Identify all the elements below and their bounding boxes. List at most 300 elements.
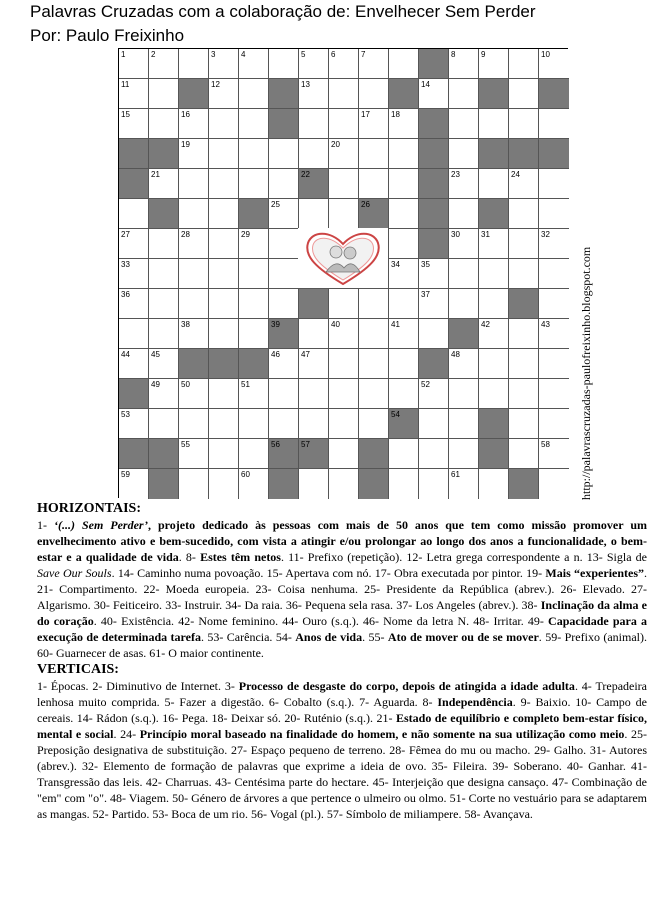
grid-cell[interactable] (329, 409, 359, 439)
grid-cell[interactable] (269, 409, 299, 439)
grid-cell[interactable] (479, 229, 509, 259)
grid-cell[interactable] (269, 49, 299, 79)
clue-text: . 21- Compartimento. 22- Moeda europeia. 23- Coisa nenhuma. 25- Presidente da República (abrev.). 26- Elevado. 27- Algarismo. 30- Feiticeiro. 33- Instruir. 34- Da raia. 36- Pequena sela rasa. 37- Los Angeles (abrev.). 38- (37, 566, 648, 612)
cell-number: 38 (181, 320, 190, 329)
grid-cell[interactable] (239, 439, 269, 469)
clue-text: Princípio moral baseado na finalidade do homem, e não somente na sua utilização como meio (139, 727, 625, 741)
grid-cell[interactable] (329, 349, 359, 379)
cell-number: 2 (151, 50, 156, 59)
grid-cell-black (359, 469, 389, 499)
grid-cell[interactable] (149, 319, 179, 349)
grid-cell[interactable] (389, 289, 419, 319)
grid-cell[interactable] (449, 109, 479, 139)
grid-cell[interactable] (479, 109, 509, 139)
horizontal-clues (37, 517, 647, 661)
cell-number: 6 (331, 50, 336, 59)
grid-cell[interactable] (479, 379, 509, 409)
grid-cell[interactable] (269, 259, 299, 289)
grid-cell-black (419, 139, 449, 169)
grid-cell[interactable] (419, 319, 449, 349)
grid-cell[interactable] (449, 379, 479, 409)
clue-text: Mais “experientes” (545, 566, 645, 580)
cell-number: 21 (151, 170, 160, 179)
cell-number: 36 (121, 290, 130, 299)
grid-cell-black (299, 169, 329, 199)
clue-text: 1- Épocas. 2- Diminutivo de Internet. 3- (37, 679, 239, 693)
clue-text: Save Our Souls (37, 566, 112, 580)
grid-cell[interactable] (299, 79, 329, 109)
grid-cell-black (239, 199, 269, 229)
grid-cell[interactable] (269, 229, 299, 259)
grid-cell[interactable] (119, 319, 149, 349)
cell-number: 7 (361, 50, 366, 59)
cell-number: 16 (181, 110, 190, 119)
cell-number: 33 (121, 260, 130, 269)
grid-cell[interactable] (449, 49, 479, 79)
grid-cell-black (149, 139, 179, 169)
cell-number: 15 (121, 110, 130, 119)
grid-cell[interactable] (239, 289, 269, 319)
cell-number: 54 (391, 410, 400, 419)
grid-cell[interactable] (209, 409, 239, 439)
clue-text: . 11- Prefixo (repetição). 12- Letra grega correspondente a n. 13- Sigla de (280, 550, 647, 564)
grid-cell[interactable] (179, 49, 209, 79)
grid-cell[interactable] (479, 469, 509, 499)
grid-cell[interactable] (149, 259, 179, 289)
grid-cell[interactable] (239, 79, 269, 109)
grid-cell[interactable] (389, 109, 419, 139)
grid-cell[interactable] (389, 139, 419, 169)
cell-number: 4 (241, 50, 246, 59)
grid-cell[interactable] (539, 469, 569, 499)
grid-cell[interactable] (449, 139, 479, 169)
cell-number: 24 (511, 170, 520, 179)
grid-cell-black (479, 79, 509, 109)
grid-cell[interactable] (419, 469, 449, 499)
grid-cell[interactable] (359, 379, 389, 409)
grid-cell[interactable] (209, 439, 239, 469)
grid-cell[interactable] (539, 169, 569, 199)
cell-number: 25 (271, 200, 280, 209)
grid-cell-black (419, 229, 449, 259)
grid-cell[interactable] (509, 109, 539, 139)
grid-cell-black (359, 439, 389, 469)
grid-cell-black (119, 139, 149, 169)
cell-number: 55 (181, 440, 190, 449)
clue-text: Independência (437, 695, 513, 709)
grid-cell-black (509, 139, 539, 169)
grid-cell[interactable] (209, 109, 239, 139)
grid-cell[interactable] (299, 409, 329, 439)
grid-cell-black (209, 349, 239, 379)
grid-cell[interactable] (299, 139, 329, 169)
grid-cell[interactable] (299, 469, 329, 499)
cell-number: 41 (391, 320, 400, 329)
grid-cell[interactable] (269, 169, 299, 199)
clue-text: , projeto dedicado às pessoas com mais de 50 anos que tem como missão promover um envelhecimento ativo e bem-sucedido, com vista a atingir e/ou prolongar ao longo dos anos a funcionalidade, o bem-estar e a qualidade de vida (37, 518, 648, 564)
grid-cell[interactable] (419, 379, 449, 409)
grid-cell[interactable] (329, 379, 359, 409)
grid-cell[interactable] (239, 379, 269, 409)
grid-cell[interactable] (209, 169, 239, 199)
grid-cell[interactable] (389, 439, 419, 469)
grid-cell-black (269, 79, 299, 109)
grid-cell[interactable] (449, 439, 479, 469)
clue-text: ‘(...) Sem Perder’ (53, 518, 149, 532)
grid-cell[interactable] (509, 259, 539, 289)
grid-cell[interactable] (119, 79, 149, 109)
grid-cell[interactable] (299, 49, 329, 79)
cell-number: 23 (451, 170, 460, 179)
grid-cell[interactable] (299, 109, 329, 139)
clue-text: . 24- (113, 727, 140, 741)
grid-cell[interactable] (149, 49, 179, 79)
grid-cell[interactable] (419, 409, 449, 439)
grid-cell[interactable] (389, 49, 419, 79)
grid-cell-black (419, 349, 449, 379)
grid-cell[interactable] (179, 259, 209, 289)
clue-text: 1- (37, 518, 54, 532)
grid-cell[interactable] (269, 139, 299, 169)
grid-cell-black (299, 439, 329, 469)
grid-cell[interactable] (509, 229, 539, 259)
page-title: Palavras Cruzadas com a colaboração de: Envelhecer Sem Perder (30, 2, 536, 21)
grid-cell-black (539, 139, 569, 169)
grid-cell[interactable] (329, 139, 359, 169)
grid-cell[interactable] (359, 319, 389, 349)
grid-cell[interactable] (539, 259, 569, 289)
cell-number: 29 (241, 230, 250, 239)
clue-text: . 8- (178, 550, 201, 564)
cell-number: 51 (241, 380, 250, 389)
cell-number: 20 (331, 140, 340, 149)
clue-text: Estes têm netos (200, 550, 281, 564)
heart-icon (298, 228, 388, 288)
grid-cell-black (149, 439, 179, 469)
grid-cell[interactable] (329, 319, 359, 349)
grid-cell-black (509, 469, 539, 499)
cell-number: 18 (391, 110, 400, 119)
cell-number: 48 (451, 350, 460, 359)
grid-cell[interactable] (539, 229, 569, 259)
grid-cell[interactable] (539, 109, 569, 139)
grid-cell-black (119, 439, 149, 469)
cell-number: 1 (121, 50, 126, 59)
grid-cell[interactable] (239, 319, 269, 349)
cell-number: 40 (331, 320, 340, 329)
cell-number: 50 (181, 380, 190, 389)
grid-cell[interactable] (209, 379, 239, 409)
grid-cell-black (269, 439, 299, 469)
cell-number: 59 (121, 470, 130, 479)
cell-number: 31 (481, 230, 490, 239)
cell-number: 61 (451, 470, 460, 479)
grid-cell[interactable] (149, 79, 179, 109)
grid-cell[interactable] (449, 259, 479, 289)
cell-number: 58 (541, 440, 550, 449)
grid-cell[interactable] (179, 469, 209, 499)
grid-cell[interactable] (359, 79, 389, 109)
cell-number: 46 (271, 350, 280, 359)
grid-cell[interactable] (209, 469, 239, 499)
grid-cell[interactable] (359, 169, 389, 199)
grid-cell[interactable] (179, 139, 209, 169)
grid-cell[interactable] (269, 379, 299, 409)
grid-cell[interactable] (209, 79, 239, 109)
grid-cell[interactable] (179, 319, 209, 349)
grid-cell-black (269, 109, 299, 139)
grid-cell[interactable] (299, 379, 329, 409)
cell-number: 44 (121, 350, 130, 359)
grid-cell[interactable] (209, 199, 239, 229)
grid-cell[interactable] (149, 379, 179, 409)
grid-cell[interactable] (359, 139, 389, 169)
grid-cell[interactable] (449, 469, 479, 499)
grid-cell[interactable] (389, 229, 419, 259)
grid-cell[interactable] (419, 259, 449, 289)
cell-number: 10 (541, 50, 550, 59)
grid-cell[interactable] (299, 319, 329, 349)
grid-cell[interactable] (359, 409, 389, 439)
grid-cell[interactable] (269, 289, 299, 319)
author-line: Por: Paulo Freixinho (30, 26, 185, 45)
clue-text: . 59- Prefixo (animal). 60- Guarnecer de asas. 61- O maior continente. (37, 630, 647, 660)
grid-cell[interactable] (239, 469, 269, 499)
grid-cell[interactable] (119, 259, 149, 289)
grid-cell[interactable] (179, 289, 209, 319)
grid-cell[interactable] (149, 409, 179, 439)
grid-cell[interactable] (509, 379, 539, 409)
grid-cell[interactable] (509, 409, 539, 439)
grid-cell[interactable] (389, 259, 419, 289)
clue-text: . 14- Caminho numa povoação. 15- Apertava com nó. 17- Obra executada por pintor. 19- (111, 566, 546, 580)
grid-cell-black (479, 439, 509, 469)
grid-cell-black (179, 79, 209, 109)
grid-cell[interactable] (179, 439, 209, 469)
grid-cell[interactable] (329, 49, 359, 79)
grid-cell[interactable] (539, 379, 569, 409)
grid-cell[interactable] (239, 169, 269, 199)
grid-cell[interactable] (509, 319, 539, 349)
grid-cell[interactable] (239, 109, 269, 139)
grid-cell[interactable] (329, 289, 359, 319)
grid-cell-black (149, 199, 179, 229)
grid-cell[interactable] (119, 49, 149, 79)
grid-cell[interactable] (509, 349, 539, 379)
grid-cell[interactable] (119, 409, 149, 439)
cell-number: 43 (541, 320, 550, 329)
grid-cell[interactable] (149, 109, 179, 139)
grid-cell[interactable] (239, 409, 269, 439)
grid-cell-black (419, 199, 449, 229)
cell-number: 17 (361, 110, 370, 119)
grid-cell[interactable] (179, 169, 209, 199)
grid-cell[interactable] (269, 199, 299, 229)
grid-cell-black (479, 139, 509, 169)
cell-number: 22 (301, 170, 310, 179)
grid-cell[interactable] (359, 49, 389, 79)
grid-cell[interactable] (539, 289, 569, 319)
cell-number: 56 (271, 440, 280, 449)
cell-number: 57 (301, 440, 310, 449)
cell-number: 28 (181, 230, 190, 239)
grid-cell[interactable] (239, 139, 269, 169)
grid-cell-black (479, 409, 509, 439)
grid-cell-black (359, 199, 389, 229)
grid-cell[interactable] (329, 469, 359, 499)
cell-number: 47 (301, 350, 310, 359)
grid-cell-black (119, 169, 149, 199)
grid-cell-black (389, 79, 419, 109)
grid-cell[interactable] (449, 169, 479, 199)
cell-number: 49 (151, 380, 160, 389)
grid-cell[interactable] (269, 349, 299, 379)
grid-cell[interactable] (209, 49, 239, 79)
grid-cell[interactable] (509, 199, 539, 229)
grid-cell[interactable] (479, 49, 509, 79)
cell-number: 42 (481, 320, 490, 329)
horizontal-heading: HORIZONTAIS: (37, 501, 141, 516)
grid-cell[interactable] (179, 379, 209, 409)
cell-number: 35 (421, 260, 430, 269)
grid-cell[interactable] (209, 229, 239, 259)
grid-cell[interactable] (449, 349, 479, 379)
clue-text: Capacidade para a execução de determinada tarefa (37, 614, 647, 644)
cell-number: 27 (121, 230, 130, 239)
grid-cell[interactable] (179, 409, 209, 439)
grid-cell[interactable] (479, 349, 509, 379)
vertical-heading: VERTICAIS: (37, 662, 119, 677)
grid-cell[interactable] (179, 109, 209, 139)
grid-cell-black (119, 379, 149, 409)
cell-number: 26 (361, 200, 370, 209)
grid-cell[interactable] (239, 49, 269, 79)
grid-cell-black (299, 289, 329, 319)
grid-cell-black (179, 349, 209, 379)
clue-text: Estado de equilíbrio e completo bem-estar físico, mental e social (37, 711, 647, 741)
grid-cell[interactable] (539, 49, 569, 79)
grid-cell-black (389, 409, 419, 439)
grid-cell[interactable] (359, 109, 389, 139)
grid-cell-black (269, 469, 299, 499)
grid-cell[interactable] (389, 199, 419, 229)
grid-cell[interactable] (479, 169, 509, 199)
grid-cell[interactable] (329, 169, 359, 199)
grid-cell[interactable] (419, 79, 449, 109)
grid-cell[interactable] (539, 199, 569, 229)
cell-number: 14 (421, 80, 430, 89)
clue-text: Anos de vida (295, 630, 363, 644)
grid-cell[interactable] (179, 199, 209, 229)
grid-cell-black (509, 289, 539, 319)
grid-cell[interactable] (119, 289, 149, 319)
grid-cell[interactable] (419, 439, 449, 469)
grid-cell[interactable] (509, 79, 539, 109)
cell-number: 19 (181, 140, 190, 149)
grid-cell[interactable] (509, 439, 539, 469)
vertical-clues (37, 678, 647, 822)
grid-cell[interactable] (389, 169, 419, 199)
grid-cell[interactable] (209, 259, 239, 289)
grid-cell[interactable] (329, 439, 359, 469)
grid-cell[interactable] (119, 109, 149, 139)
grid-cell[interactable] (299, 199, 329, 229)
clue-text: . 25- Preposição designativa de substituição. 27- Espaço pequeno de terreno. 28- Fêmea do mu ou macho. 29- Galho. 31- Autores (abrev.). 32- Elemento de formação de palavras que exprime a ideia de ovo. 35- Fileira. 39- Soberano. 40- Ganhar. 41- Transgressão das leis. 42- Charruas. 43- Centésima parte do hectare. 45- Interjeição que designa cansaço. 47- Combinação de "em" com "o". 48- Viagem. 50- Género de árvores a que pertence o ulmeiro ou olmo. 51- Corte no vestuário para se adaptarem as mangas. 52- Partido. 53- Boca de um rio. 56- Vogal (pl.). 57- Símbolo de miliampere. 58- Avançava. (37, 727, 647, 821)
grid-cell[interactable] (449, 199, 479, 229)
grid-cell[interactable] (179, 229, 209, 259)
grid-cell[interactable] (389, 379, 419, 409)
grid-cell-black (419, 109, 449, 139)
clue-text: Processo de desgaste do corpo, depois de atingida a idade adulta (238, 679, 575, 693)
grid-cell[interactable] (539, 439, 569, 469)
grid-cell[interactable] (149, 289, 179, 319)
grid-cell-black (149, 469, 179, 499)
clue-text: . 9- Baixio. 10- Campo de cereais. 14- Rádon (s.q.). 16- Pega. 18- Deixar só. 20- Ruténio (s.q.). 21- (37, 695, 647, 725)
grid-cell[interactable] (539, 349, 569, 379)
grid-cell[interactable] (479, 289, 509, 319)
blog-url: http://palavrascruzadas-paulofreixinho.blogspot.com (579, 246, 593, 500)
cell-number: 45 (151, 350, 160, 359)
grid-cell[interactable] (119, 199, 149, 229)
grid-cell-black (269, 319, 299, 349)
grid-cell[interactable] (329, 79, 359, 109)
grid-cell[interactable] (149, 229, 179, 259)
grid-cell[interactable] (209, 289, 239, 319)
grid-cell[interactable] (479, 259, 509, 289)
grid-cell[interactable] (449, 79, 479, 109)
clues-section (37, 500, 647, 822)
grid-cell[interactable] (539, 319, 569, 349)
grid-cell-black (539, 79, 569, 109)
grid-cell[interactable] (389, 319, 419, 349)
grid-cell[interactable] (239, 229, 269, 259)
grid-cell[interactable] (149, 169, 179, 199)
cell-number: 32 (541, 230, 550, 239)
grid-cell[interactable] (539, 409, 569, 439)
grid-cell[interactable] (419, 289, 449, 319)
cell-number: 13 (301, 80, 310, 89)
cell-number: 30 (451, 230, 460, 239)
grid-cell[interactable] (209, 319, 239, 349)
cell-number: 60 (241, 470, 250, 479)
clue-text: . 53- Carência. 54- (200, 630, 296, 644)
cell-number: 53 (121, 410, 130, 419)
cell-number: 5 (301, 50, 306, 59)
grid-cell[interactable] (359, 289, 389, 319)
grid-cell[interactable] (449, 409, 479, 439)
cell-number: 39 (271, 320, 280, 329)
clue-text: . 4- Trepadeira lenhosa muito comprida. 5- Fazer a digestão. 6- Cobalto (s.q.). 7- Aguarda. 8- (37, 679, 648, 709)
grid-cell[interactable] (329, 199, 359, 229)
grid-cell[interactable] (389, 349, 419, 379)
grid-cell[interactable] (449, 229, 479, 259)
grid-cell-black (239, 349, 269, 379)
grid-cell[interactable] (389, 469, 419, 499)
grid-cell[interactable] (119, 349, 149, 379)
grid-cell[interactable] (209, 139, 239, 169)
grid-cell[interactable] (479, 319, 509, 349)
grid-cell[interactable] (509, 49, 539, 79)
grid-cell[interactable] (239, 259, 269, 289)
grid-cell[interactable] (119, 469, 149, 499)
grid-cell[interactable] (119, 229, 149, 259)
grid-cell[interactable] (299, 349, 329, 379)
grid-cell[interactable] (329, 109, 359, 139)
grid-cell[interactable] (149, 349, 179, 379)
grid-cell[interactable] (509, 169, 539, 199)
grid-cell[interactable] (449, 289, 479, 319)
grid-cell[interactable] (359, 349, 389, 379)
